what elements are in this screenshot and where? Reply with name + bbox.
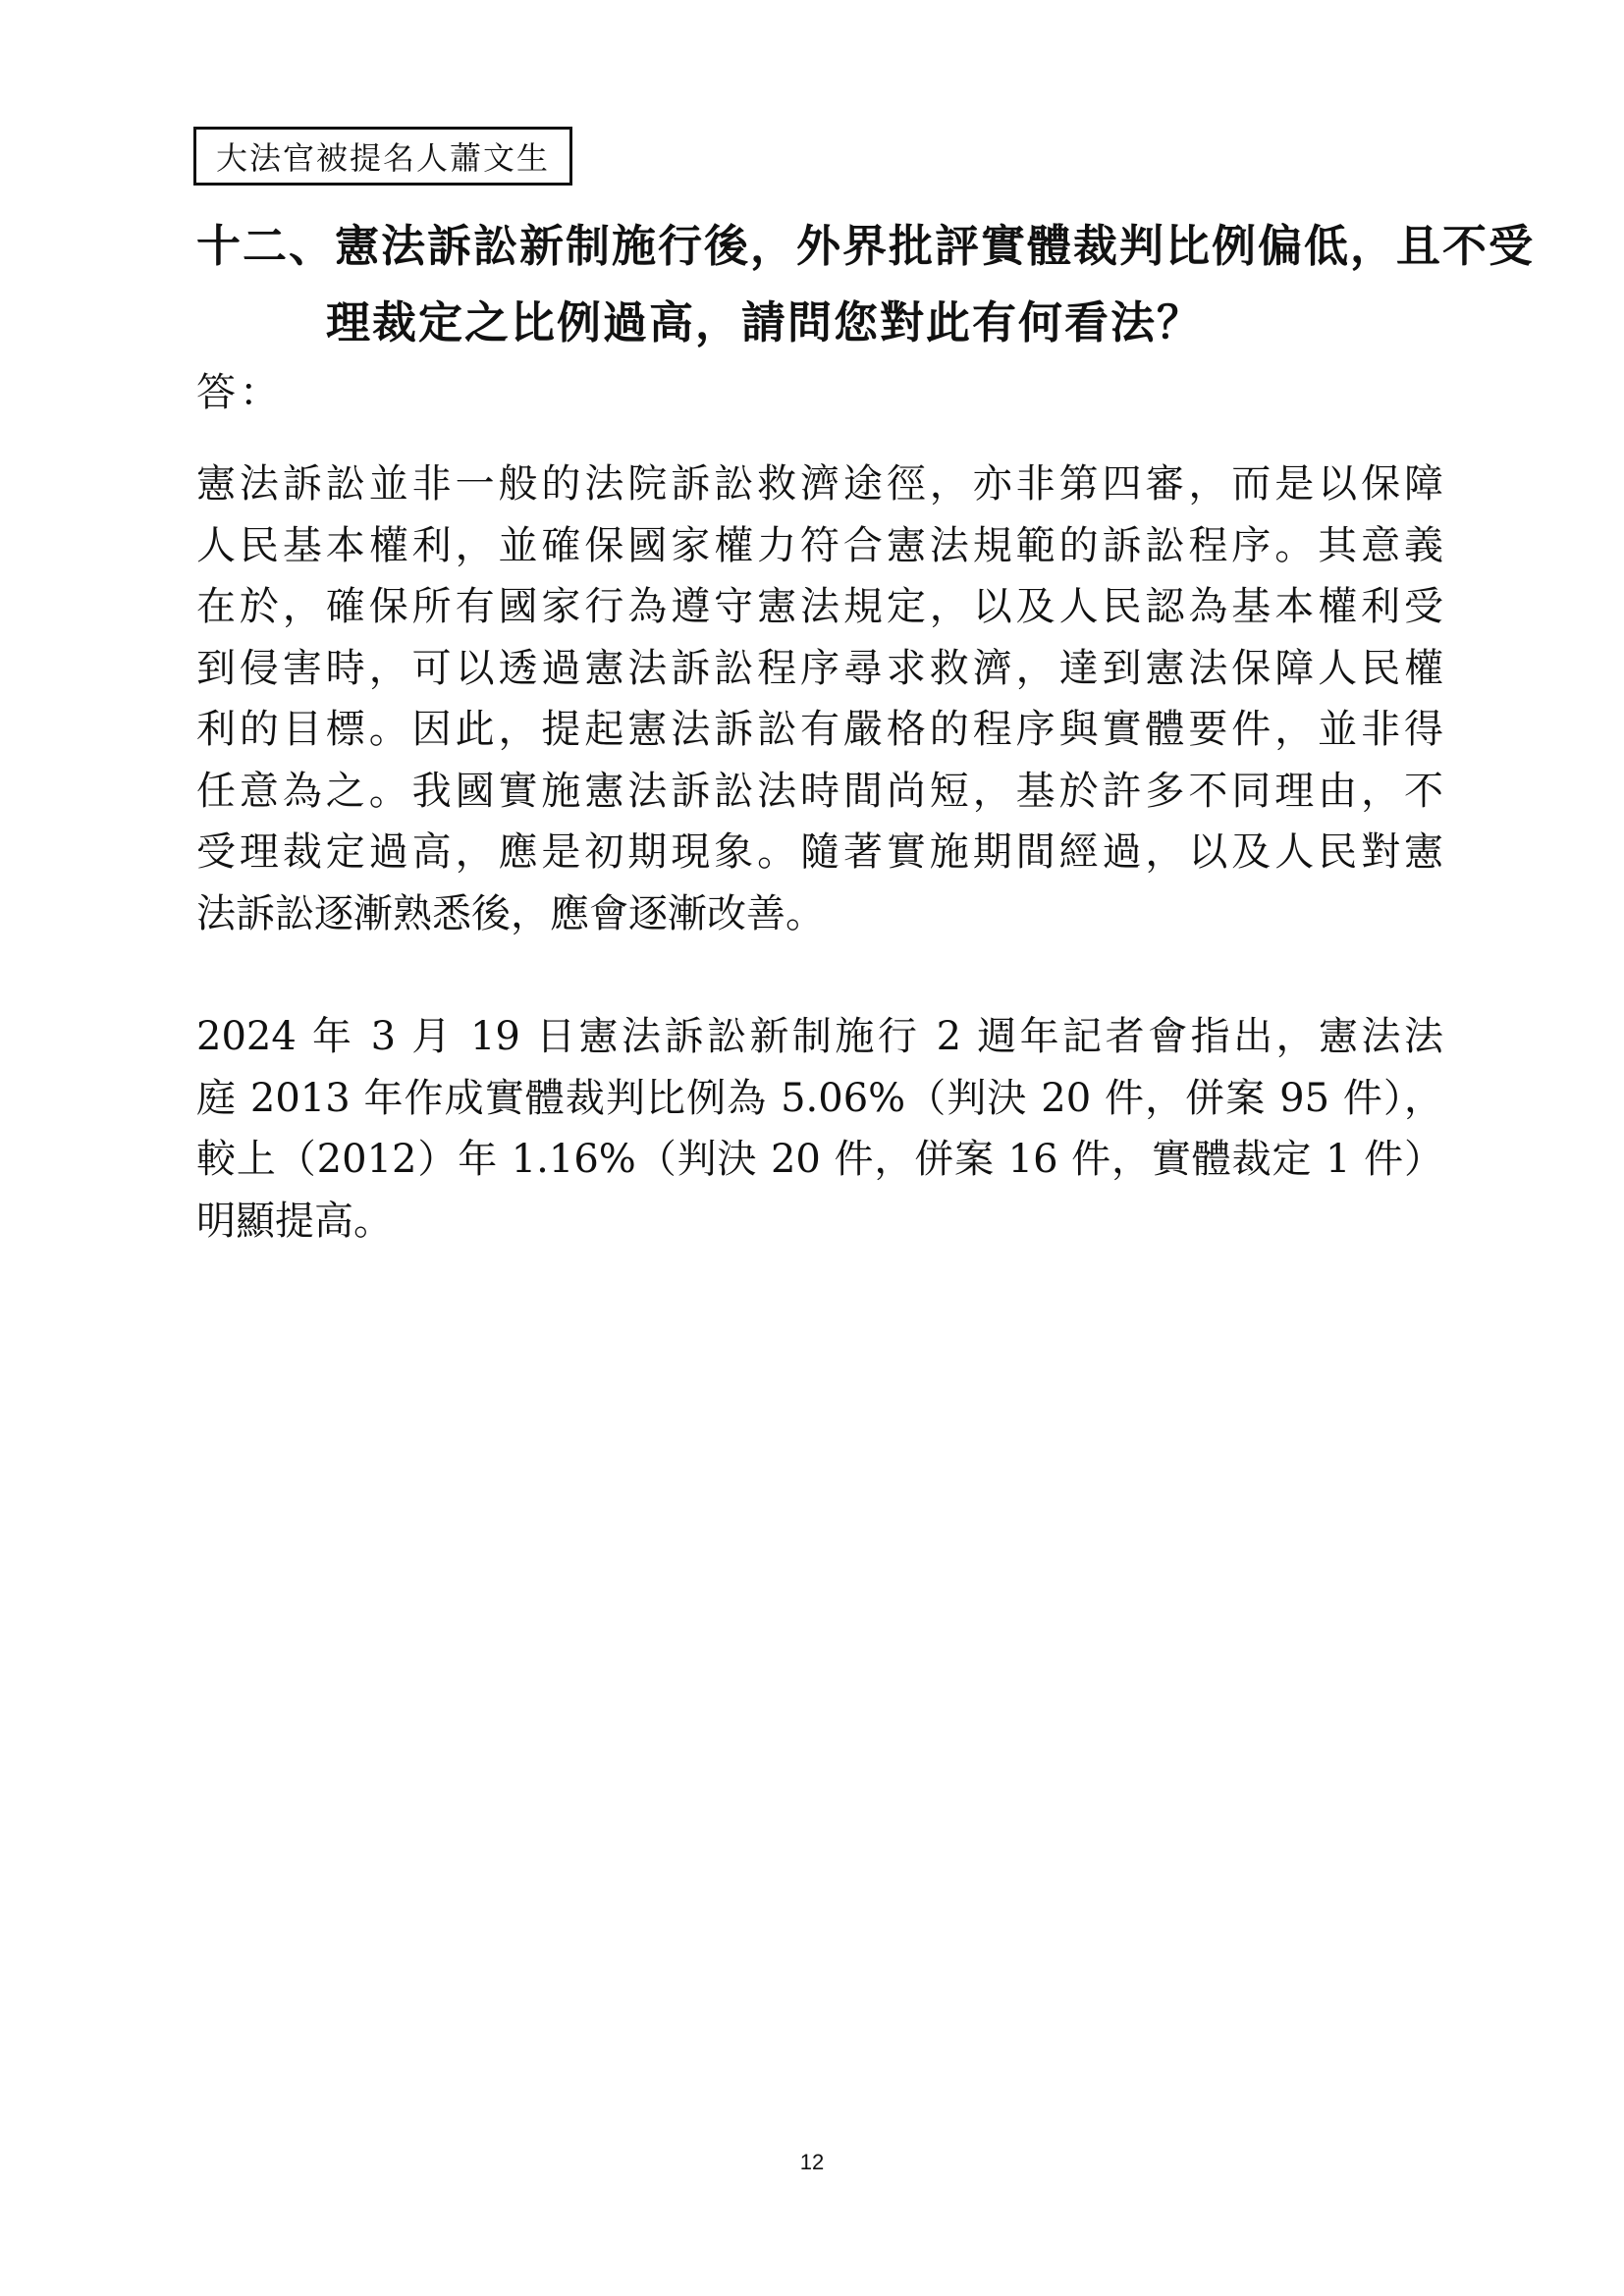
paragraph-line: 明顯提高。 [196,1198,393,1244]
page-number: 12 [799,2150,825,2174]
paragraph-line: 法訴訟逐漸熟悉後，應會逐漸改善。 [196,890,825,936]
paragraph-line: 受理裁定過高，應是初期現象。隨著實施期間經過，以及人民對憲 [196,829,1443,875]
answer-paragraph-1 [196,454,1443,944]
question-line-1: 十二、憲法訴訟新制施行後，外界批評實體裁判比例偏低，且不受 [196,220,1536,272]
paragraph-line: 人民基本權利，並確保國家權力符合憲法規範的訴訟程序。其意義 [196,522,1443,568]
question-line-2: 理裁定之比例過高，請問您對此有何看法？ [326,296,1204,348]
paragraph-line: 到侵害時，可以透過憲法訴訟程序尋求救濟，達到憲法保障人民權 [196,645,1443,691]
answer-label: 答： [196,370,283,415]
nominee-label-box [193,127,572,186]
paragraph-line: 庭 2013 年作成實體裁判比例為 5.06%（判決 20 件，併案 95 件）， [196,1075,1443,1121]
nominee-label: 大法官被提名人蕭文生 [216,139,551,177]
paragraph-line: 憲法訴訟並非一般的法院訴訟救濟途徑，亦非第四審，而是以保障 [196,461,1443,507]
paragraph-line: 在於，確保所有國家行為遵守憲法規定，以及人民認為基本權利受 [196,584,1443,629]
paragraph-line: 任意為之。我國實施憲法訴訟法時間尚短，基於許多不同理由，不 [196,768,1443,814]
paragraph-line: 2024 年 3 月 19 日憲法訴訟新制施行 2 週年記者會指出，憲法法 [196,1014,1443,1059]
question-heading [196,208,1536,361]
answer-paragraph-2 [196,1006,1443,1252]
paragraph-line: 利的目標。因此，提起憲法訴訟有嚴格的程序與實體要件，並非得 [196,707,1443,752]
paragraph-line: 較上（2012）年 1.16%（判決 20 件，併案 16 件，實體裁定 1 件） [196,1137,1443,1182]
